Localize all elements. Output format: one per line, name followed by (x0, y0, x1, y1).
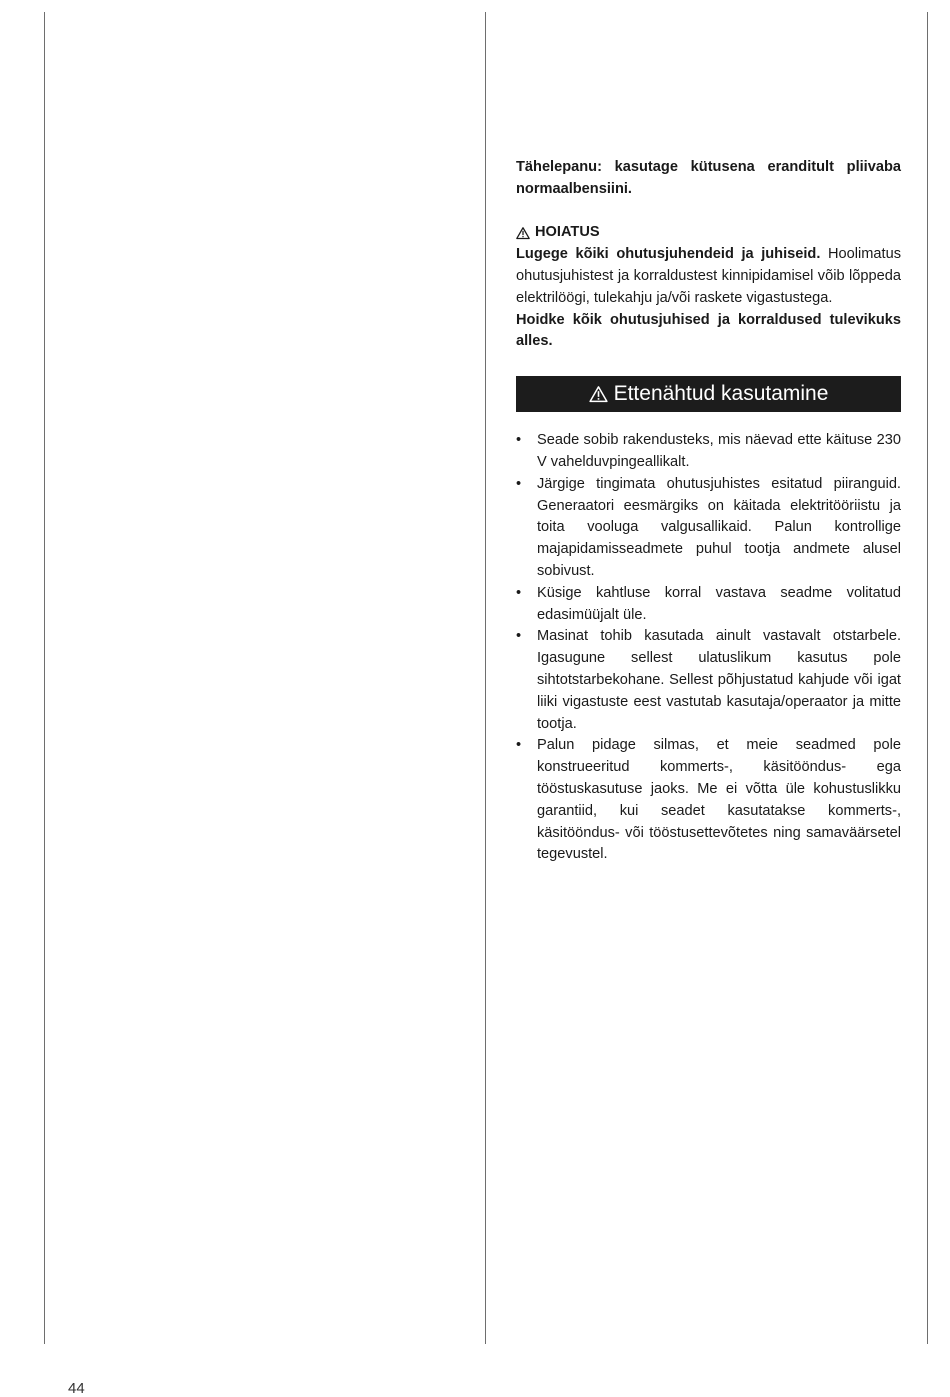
bullet-marker: • (516, 432, 522, 449)
section-heading-bar (516, 376, 901, 412)
warning-heading (516, 222, 901, 244)
bullet-marker: • (516, 628, 522, 645)
intended-use-list (516, 430, 901, 866)
bullet-marker: • (516, 475, 522, 492)
bullet-marker: • (516, 584, 522, 601)
fuel-notice: Tähelepanu: kasutage kütusena eranditult pliivaba normaalbensiini. (516, 159, 901, 197)
left-margin-rule (44, 12, 45, 1344)
list-item-text: Palun pidage silmas, et meie seadmed pole konstrueeritud kommerts-, käsitööndus- ega tööstuskasutuse jaoks. Me ei võtta üle kohustuslikku garantiid, kui seadet kasutatakse kommerts-, käsitööndus- või tööstusettevõtetes ning samaväärsetel tegevustel. (537, 737, 901, 863)
list-item-text: Järgige tingimata ohutusjuhistes esitatud piiranguid. Generaatori eesmärgiks on käitada elektritööriistu ja toita vooluga valgusallikaid. Palun kontrollige majapidamisseadmete puhul tootja andmete alusel sobivust. (537, 475, 901, 579)
page-number: 44 (68, 1380, 85, 1397)
warning-intro-rest: Hoolimatus ohutusjuhistest ja korraldustest kinnipidamisel võib lõppeda elektrilöögi, tulekahju ja/või raskete vigastustega. (516, 246, 901, 306)
list-item-text: Masinat tohib kasutada ainult vastavalt otstarbele. Igasugune sellest ulatuslikum kasutus pole sihtotstarbekohane. Sellest põhjustatud kahjude või igat liiki vigastuste eest vastutab kasutaja/operaator ja mitte tootja. (537, 628, 901, 732)
right-margin-rule (927, 12, 928, 1344)
warning-text (516, 244, 901, 309)
warning-triangle-icon (589, 385, 608, 403)
list-item (516, 474, 901, 583)
right-column (516, 157, 901, 866)
list-item (516, 626, 901, 735)
list-item (516, 430, 901, 474)
warning-keep-instructions: Hoidke kõik ohutusjuhised ja korraldused tulevikuks alles. (516, 311, 901, 350)
column-divider-rule (485, 12, 486, 1344)
warning-intro-bold: Lugege kõiki ohutusjuhendeid ja juhiseid. (516, 246, 821, 263)
list-item-text: Küsige kahtluse korral vastava seadme volitatud edasimüüjalt üle. (537, 584, 901, 623)
list-item-text: Seade sobib rakendusteks, mis näevad ette käituse 230 V vahelduvpingeallikalt. (537, 432, 901, 470)
list-item (516, 583, 901, 627)
bullet-marker: • (516, 737, 522, 754)
section-title: Ettenähtud kasutamine (613, 382, 829, 406)
list-item (516, 735, 901, 866)
warning-title: HOIATUS (535, 224, 600, 241)
warning-triangle-icon (516, 226, 530, 240)
